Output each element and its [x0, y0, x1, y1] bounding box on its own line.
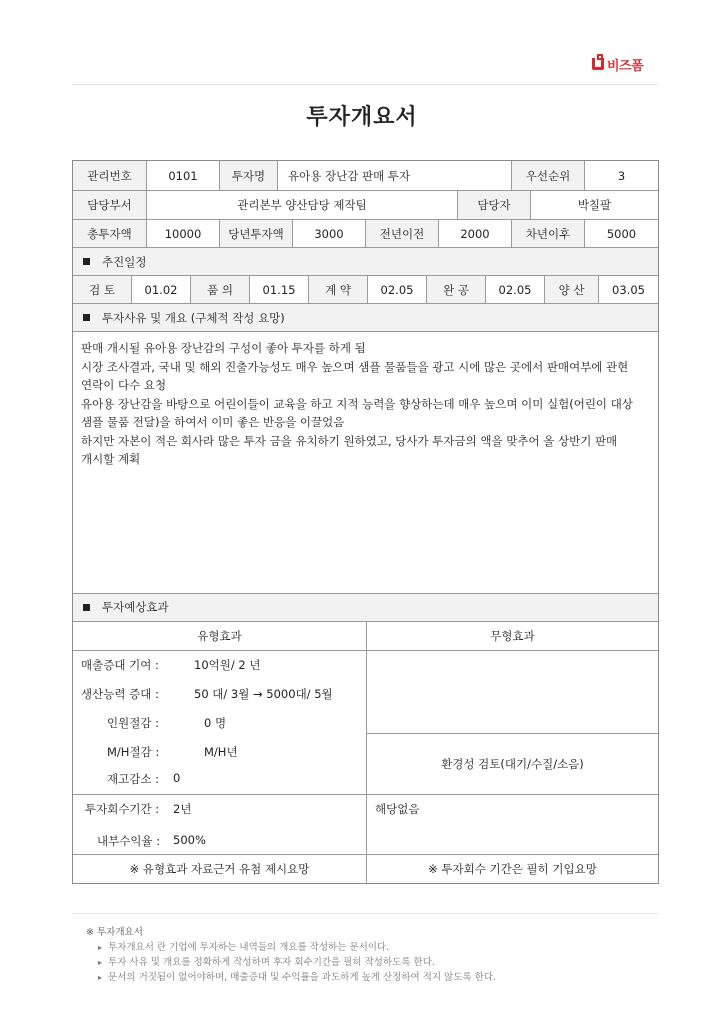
schedule-date-approval: 01.15 — [262, 282, 296, 297]
irr-value: 500% — [173, 833, 206, 847]
guide-notes — [86, 925, 496, 985]
schedule-section-title — [73, 248, 658, 275]
grid-line — [367, 275, 368, 303]
grid-line — [308, 275, 309, 303]
priority-value: 3 — [617, 168, 626, 183]
reason-line: 샘플 물품 전달)을 하여서 이미 좋은 반응을 이끌었음 — [81, 415, 345, 429]
grid-line — [73, 275, 658, 276]
effect-title-text: 투자예상효과 — [102, 600, 169, 614]
grid-line — [73, 593, 658, 594]
reason-line: 유아용 장난감을 바탕으로 어린이들이 교육을 하고 지적 능력을 향상하는데 매우 높으며 이미 실험(어린이 대상 — [81, 396, 633, 411]
dept-value: 관리본부 양산담당 제작팀 — [237, 198, 367, 212]
priority-label: 우선순위 — [512, 161, 584, 190]
grid-line — [485, 275, 486, 303]
bullet-arrow-icon: ▸ — [98, 973, 103, 982]
next-year-value: 5000 — [606, 226, 637, 241]
schedule-label-mass-production: 양 산 — [545, 276, 598, 303]
investment-name-label: 투자명 — [220, 161, 277, 190]
grid-line — [426, 275, 427, 303]
reason-line: 시장 조사결과, 국내 및 해외 진출가능성도 매우 높으며 샘플 물품들을 광고 시에 많은 곳에서 판매여부에 관현 — [81, 359, 629, 374]
schedule-title-text: 추진일정 — [102, 254, 147, 269]
notes-item — [86, 940, 496, 955]
grid-line — [146, 161, 147, 190]
notes-item-text: 문서의 거짓됨이 없어야하며, 매출증대 및 수익률을 과도하게 높게 산정하여 적지 않도록 한다. — [108, 972, 496, 983]
notes-item-text: 투자 사유 및 개요를 정확하게 작성하며 후자 회수기간을 필히 작성하도록 한다. — [108, 957, 435, 968]
mgmt-no-value: 0101 — [168, 168, 198, 183]
total-investment-value: 10000 — [164, 226, 202, 241]
section-bullet-icon — [83, 258, 90, 265]
notes-item-text: 투자개요서 란 기업에 투자하는 내역들의 개요를 작성하는 문서이다. — [108, 942, 390, 953]
grid-line — [584, 161, 585, 190]
reason-description — [81, 339, 653, 469]
header-divider — [72, 84, 658, 85]
labor-reduction-label: 인원절감 : — [107, 716, 159, 730]
prev-year-label: 전년이전 — [366, 220, 438, 247]
env-review-text: 환경성 검토(대기/수질/소음) — [441, 757, 584, 771]
notes-item — [86, 955, 496, 970]
grid-line — [73, 190, 658, 191]
reason-section-title — [73, 304, 658, 331]
notes-title: ※ 투자개요서 — [86, 927, 143, 938]
sales-increase-label: 매출증대 기여 : — [81, 658, 159, 672]
bullet-arrow-icon: ▸ — [98, 958, 103, 967]
section-bullet-icon — [83, 604, 90, 611]
mh-reduction-value: M/H년 — [204, 745, 238, 759]
manager-value: 박칠팔 — [577, 198, 612, 212]
reason-line: 하지만 자본이 적은 회사라 많은 투자 금을 유치하기 원하였고, 당사가 투자금의 액을 맞추어 올 상반기 판매 — [81, 433, 618, 448]
grid-line — [73, 303, 658, 304]
grid-line — [219, 161, 220, 190]
labor-reduction-value: 0 명 — [204, 716, 227, 730]
grid-line — [511, 219, 512, 247]
reason-title-text: 투자사유 및 개요 (구체적 작성 요망) — [102, 310, 285, 325]
grid-line — [530, 190, 531, 219]
reason-line: 판매 개시될 유아용 장난감의 구성이 좋아 투자를 하게 됨 — [81, 341, 366, 355]
capacity-increase-value: 50 대/ 3월 → 5000대/ 5월 — [194, 687, 333, 701]
schedule-label-approval: 품 의 — [191, 276, 249, 303]
schedule-date-mass-production: 03.05 — [612, 282, 645, 297]
grid-line — [511, 161, 512, 190]
grid-line — [219, 219, 220, 247]
this-year-value: 3000 — [314, 226, 344, 241]
investment-name-value: 유아용 장난감 판매 투자 — [288, 168, 411, 183]
grid-line — [146, 219, 147, 247]
next-year-label: 차년이후 — [512, 220, 584, 247]
irr-label: 내부수익율 : — [97, 834, 161, 848]
grid-line — [544, 275, 545, 303]
brand-logo-text: 비즈폼 — [607, 58, 644, 74]
this-year-label: 당년투자액 — [220, 220, 292, 247]
payback-period-label: 투자회수기간 : — [85, 802, 160, 816]
grid-line — [367, 733, 658, 734]
tangible-effect-header: 유형효과 — [197, 629, 242, 643]
mgmt-no-label: 관리번호 — [73, 161, 146, 190]
schedule-date-contract: 02.05 — [380, 282, 414, 297]
grid-line — [73, 247, 658, 248]
mh-reduction-label: M/H절감 : — [107, 745, 160, 759]
schedule-label-review: 검 토 — [73, 276, 131, 303]
payback-period-value: 2년 — [173, 802, 192, 816]
grid-line — [457, 190, 458, 219]
grid-line — [131, 275, 132, 303]
investment-form — [72, 160, 659, 884]
grid-line — [146, 190, 147, 219]
intangible-effect-header: 무형효과 — [490, 629, 535, 643]
reason-line: 연락이 다수 요청 — [81, 378, 167, 392]
brand-logo — [592, 54, 662, 74]
inventory-reduction-value: 0 — [173, 771, 181, 785]
schedule-date-review: 01.02 — [144, 282, 178, 297]
grid-line — [73, 331, 658, 332]
inventory-reduction-label: 재고감소 : — [107, 772, 159, 786]
grid-line — [249, 275, 250, 303]
section-bullet-icon — [83, 314, 90, 321]
grid-line — [292, 219, 293, 247]
brand-logo-icon — [592, 58, 604, 70]
schedule-date-completion: 02.05 — [498, 282, 532, 297]
reason-line: 개시할 계획 — [81, 452, 141, 466]
grid-line — [366, 621, 367, 883]
dept-label: 담당부서 — [73, 191, 146, 219]
manager-label: 담당자 — [458, 191, 530, 219]
notes-item — [86, 970, 496, 985]
schedule-label-contract: 계 약 — [309, 276, 367, 303]
tangible-footnote: ※ 유형효과 자료근거 유첨 제시요망 — [129, 862, 310, 876]
sales-increase-value: 10억원/ 2 년 — [194, 658, 261, 672]
prev-year-value: 2000 — [460, 226, 490, 241]
grid-line — [277, 161, 278, 190]
grid-line — [365, 219, 366, 247]
schedule-label-completion: 완 공 — [427, 276, 485, 303]
grid-line — [438, 219, 439, 247]
footer-divider — [72, 913, 658, 914]
grid-line — [584, 219, 585, 247]
page-title: 투자개요서 — [306, 105, 418, 130]
effect-section-title — [73, 593, 658, 621]
capacity-increase-label: 생산능력 증대 : — [81, 687, 159, 701]
payback-footnote: ※ 투자회수 기간은 필히 기입요망 — [428, 862, 597, 876]
total-investment-label: 총투자액 — [73, 220, 146, 247]
grid-line — [190, 275, 191, 303]
bullet-arrow-icon: ▸ — [98, 943, 103, 952]
grid-line — [598, 275, 599, 303]
not-applicable-text: 해당없음 — [375, 802, 420, 816]
